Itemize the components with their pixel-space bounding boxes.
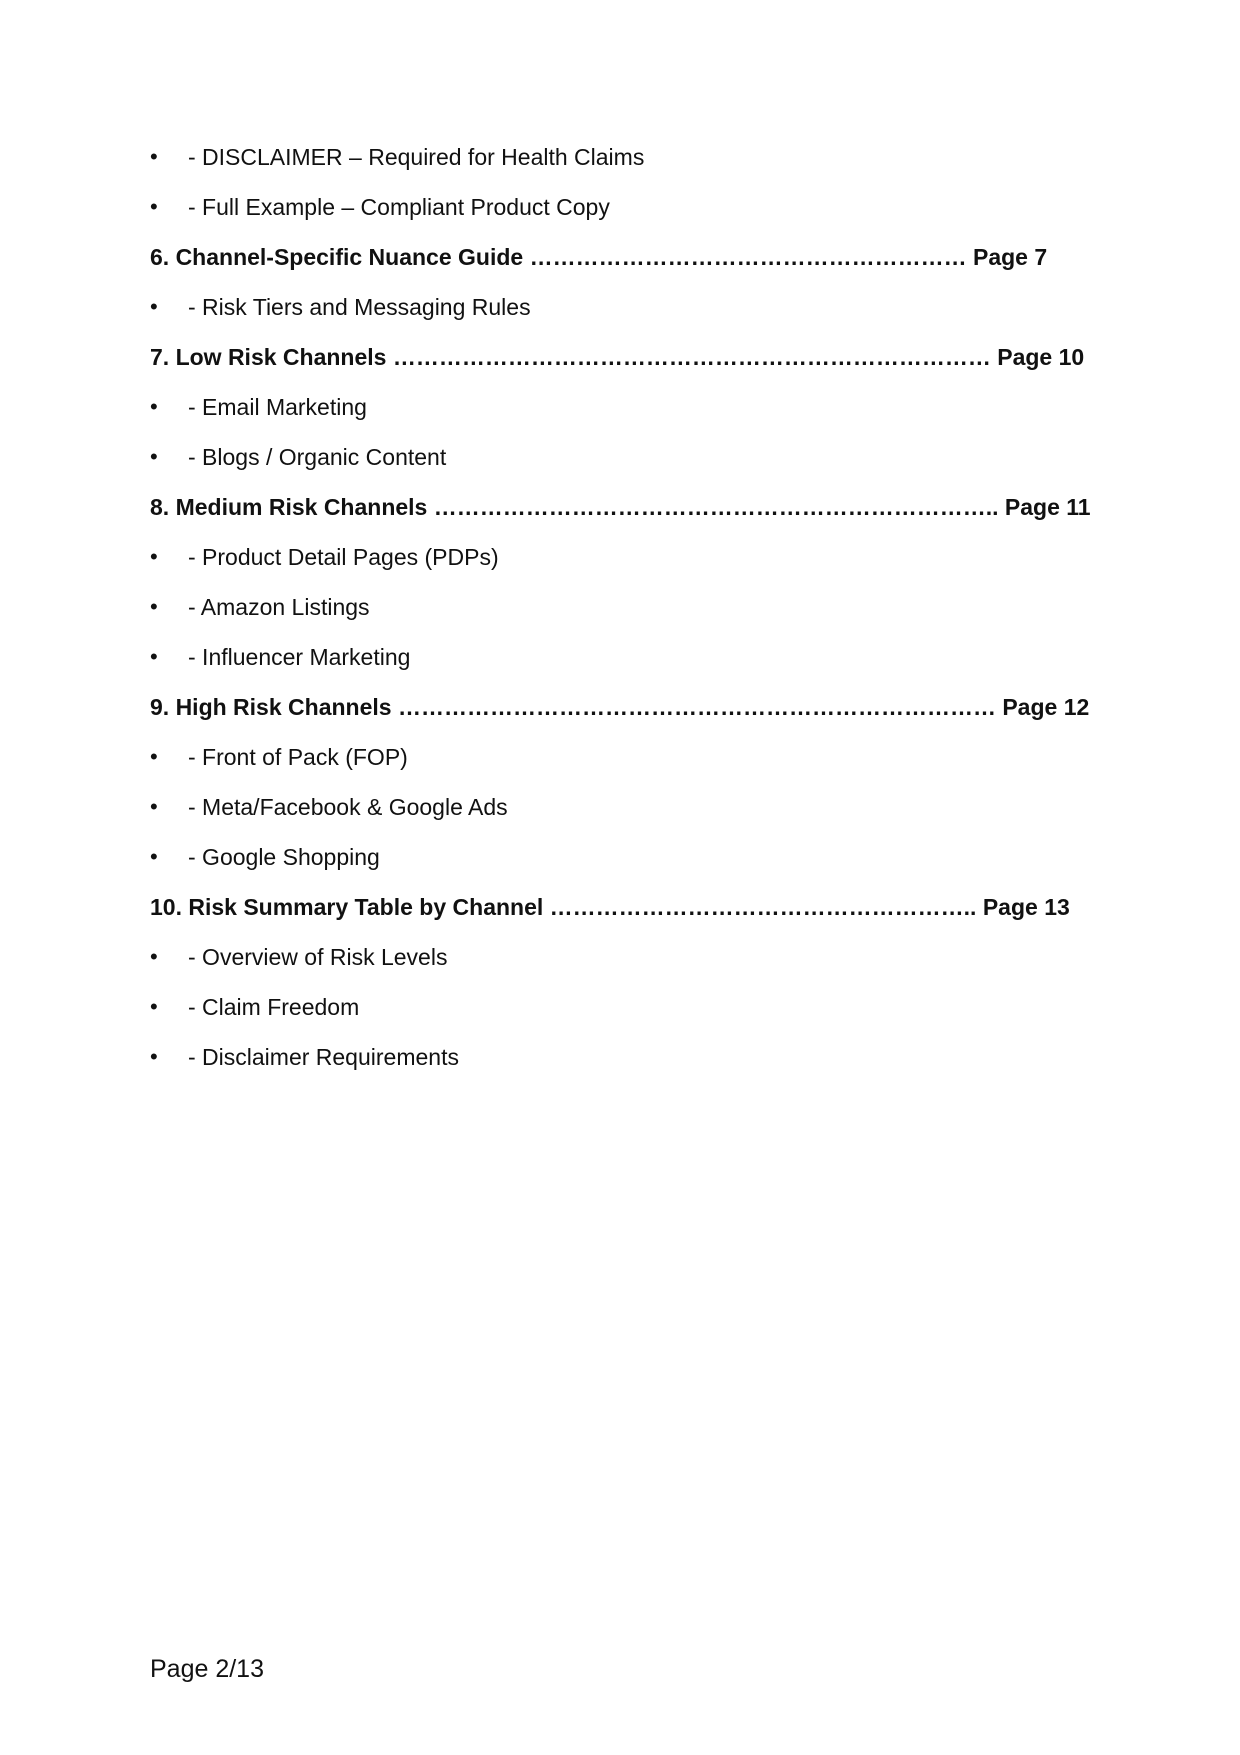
toc-subitem-label: - Email Marketing: [188, 394, 367, 420]
bullet-icon: •: [150, 994, 158, 1019]
toc-subitem-label: - Overview of Risk Levels: [188, 944, 448, 970]
toc-section-heading: [150, 892, 1100, 942]
toc-subitem: [150, 392, 1100, 442]
toc-subitem: [150, 292, 1100, 342]
toc-heading-entry: 8. Medium Risk Channels ……………………………………………………………….. Page 11: [150, 494, 1091, 520]
toc-heading-entry: 7. Low Risk Channels …………………………………………………………………… Page 10: [150, 344, 1085, 370]
toc-subitem-label: - DISCLAIMER – Required for Health Claims: [188, 144, 645, 170]
bullet-icon: •: [150, 844, 158, 869]
bullet-icon: •: [150, 1044, 158, 1069]
bullet-icon: •: [150, 944, 158, 969]
bullet-icon: •: [150, 394, 158, 419]
toc-section-heading: [150, 342, 1100, 392]
toc-subitem: [150, 792, 1100, 842]
toc-subitem: [150, 942, 1100, 992]
toc-subitem: [150, 1042, 1100, 1092]
toc-subitem: [150, 542, 1100, 592]
toc-section-heading: [150, 692, 1100, 742]
bullet-icon: •: [150, 744, 158, 769]
bullet-icon: •: [150, 594, 158, 619]
toc-subitem: [150, 742, 1100, 792]
page-number: Page 2/13: [150, 1655, 264, 1683]
toc-subitem-label: - Risk Tiers and Messaging Rules: [188, 294, 531, 320]
toc-subitem-label: - Blogs / Organic Content: [188, 444, 447, 470]
toc-subitem: [150, 592, 1100, 642]
bullet-icon: •: [150, 294, 158, 319]
toc-subitem-label: - Influencer Marketing: [188, 644, 411, 670]
toc-subitem-label: - Claim Freedom: [188, 994, 360, 1020]
toc-section-heading: [150, 492, 1100, 542]
toc-subitem: [150, 992, 1100, 1042]
toc-subitem: [150, 142, 1100, 192]
toc-subitem-label: - Full Example – Compliant Product Copy: [188, 194, 610, 220]
toc-subitem-label: - Meta/Facebook & Google Ads: [188, 794, 508, 820]
toc-subitem-label: - Disclaimer Requirements: [188, 1044, 459, 1070]
toc-heading-entry: 10. Risk Summary Table by Channel ……………………………………………….. Page 13: [150, 894, 1070, 920]
toc-subitem: [150, 842, 1100, 892]
toc-subitem: [150, 442, 1100, 492]
toc-heading-entry: 9. High Risk Channels …………………………………………………………………… Page 12: [150, 694, 1090, 720]
toc-subitem: [150, 192, 1100, 242]
toc-subitem: [150, 642, 1100, 692]
toc-section-heading: [150, 242, 1100, 292]
toc-subitem-label: - Google Shopping: [188, 844, 380, 870]
bullet-icon: •: [150, 794, 158, 819]
bullet-icon: •: [150, 144, 158, 169]
table-of-contents: [150, 142, 1100, 1092]
bullet-icon: •: [150, 544, 158, 569]
toc-subitem-label: - Amazon Listings: [188, 594, 370, 620]
toc-subitem-label: - Front of Pack (FOP): [188, 744, 408, 770]
bullet-icon: •: [150, 444, 158, 469]
bullet-icon: •: [150, 644, 158, 669]
toc-subitem-label: - Product Detail Pages (PDPs): [188, 544, 499, 570]
toc-heading-entry: 6. Channel-Specific Nuance Guide ………………………………………………… Page 7: [150, 244, 1048, 270]
bullet-icon: •: [150, 194, 158, 219]
